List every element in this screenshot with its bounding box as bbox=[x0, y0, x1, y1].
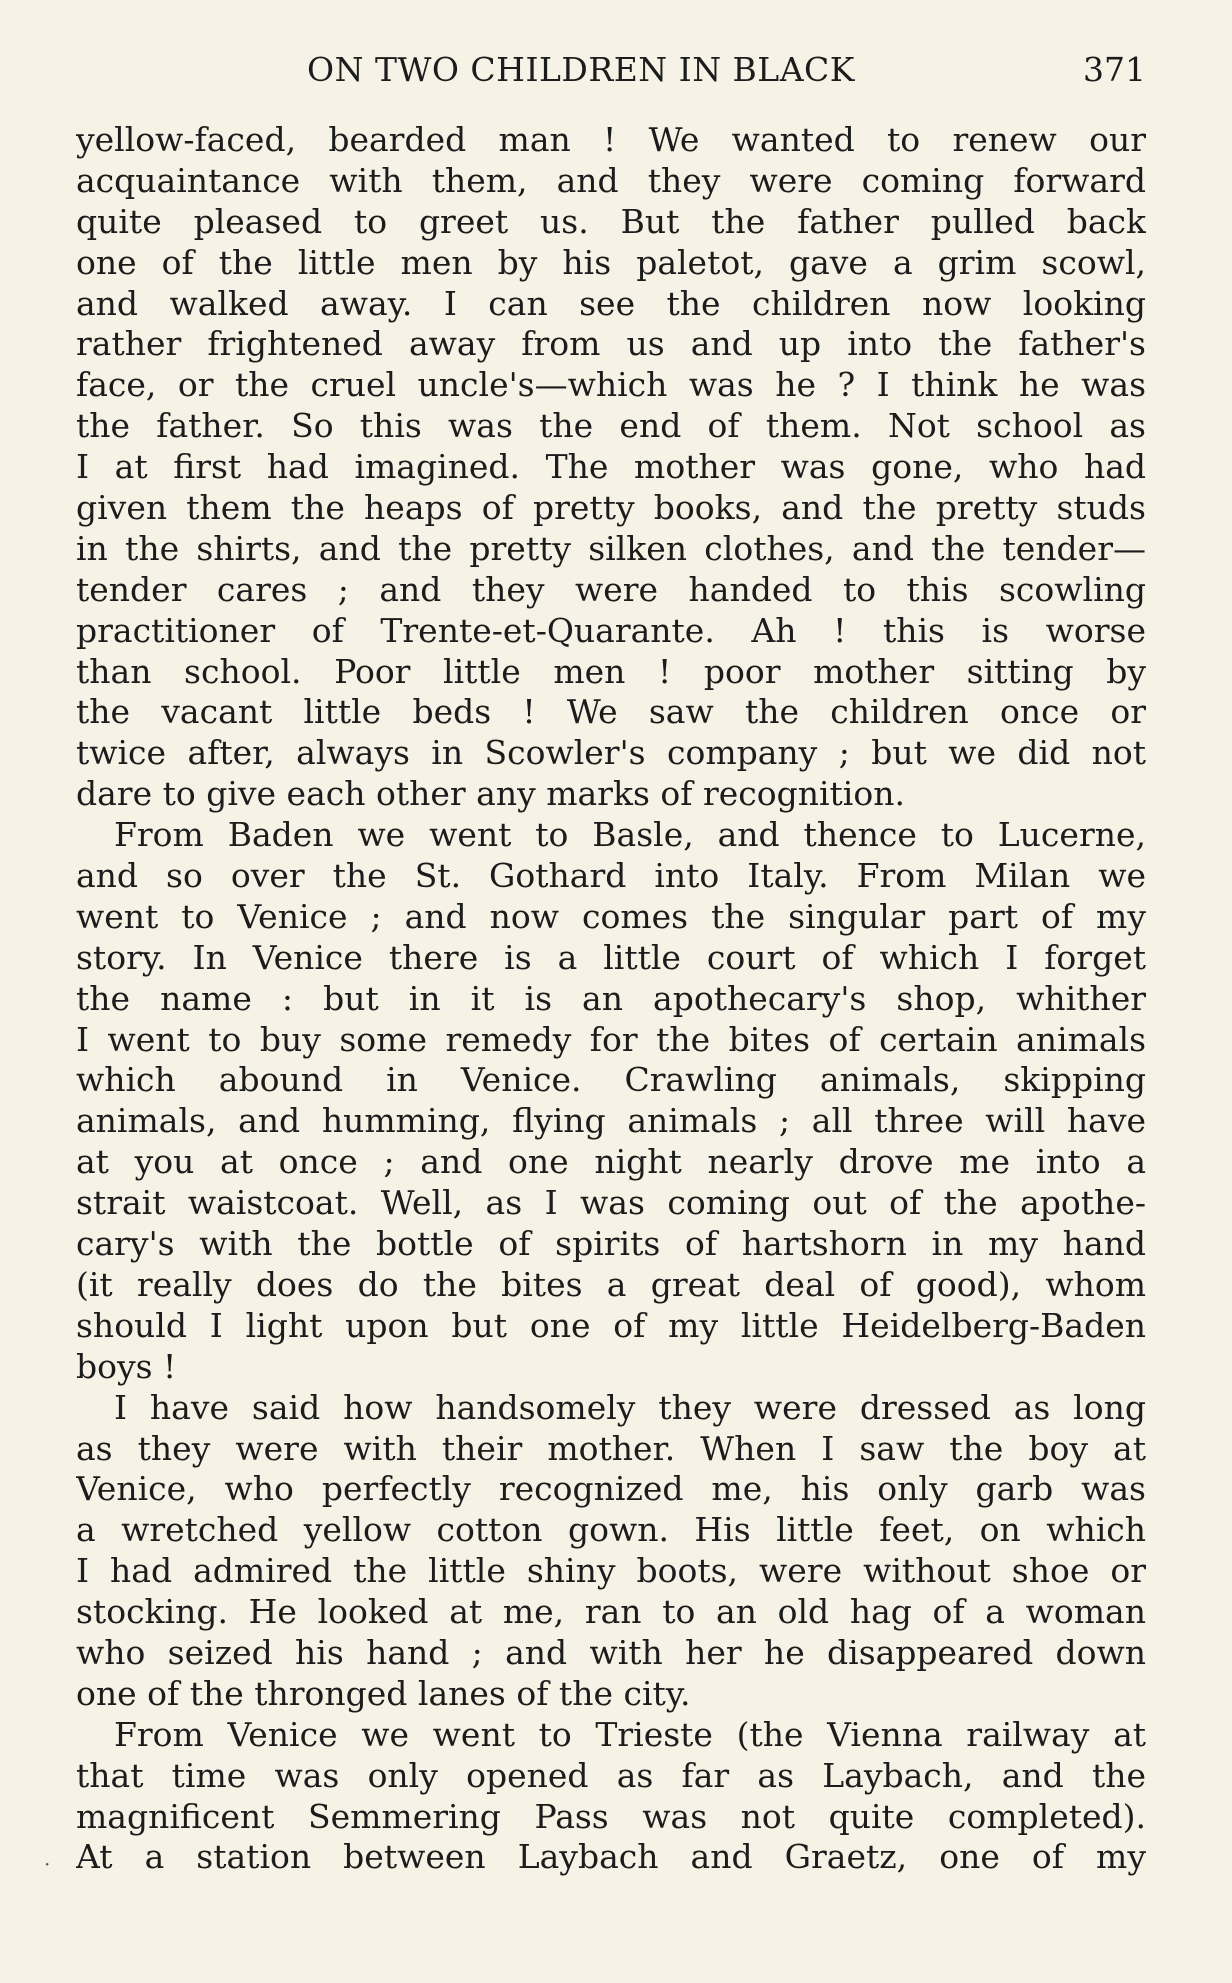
text-line: strait waistcoat. Well, as I was coming out of the apothe- bbox=[76, 1183, 1146, 1223]
text-line: went to Venice ; and now comes the singular part of my bbox=[76, 896, 1146, 936]
text-line: acquaintance with them, and they were coming forward bbox=[76, 160, 1146, 200]
text-line: At a station between Laybach and Graetz, one of my bbox=[76, 1837, 1146, 1877]
text-line: From Venice we went to Trieste (the Vienna railway at bbox=[114, 1714, 1146, 1754]
text-line: the name : but in it is an apothecary's shop, whither bbox=[76, 978, 1146, 1018]
text-line: a wretched yellow cotton gown. His little feet, on which bbox=[76, 1510, 1146, 1550]
text-line: at you at once ; and one night nearly drove me into a bbox=[76, 1142, 1146, 1182]
text-line: I went to buy some remedy for the bites of certain animals bbox=[76, 1019, 1146, 1059]
text-line: one of the thronged lanes of the city. bbox=[76, 1673, 691, 1713]
text-line: From Baden we went to Basle, and thence to Lucerne, bbox=[114, 815, 1146, 855]
text-line: animals, and humming, flying animals ; all three will have bbox=[76, 1101, 1146, 1141]
text-line: Venice, who perfectly recognized me, his only garb was bbox=[76, 1469, 1146, 1509]
text-line: one of the little men by his paletot, gave a grim scowl, bbox=[76, 242, 1146, 282]
text-line: and so over the St. Gothard into Italy. From Milan we bbox=[76, 856, 1146, 896]
text-line: should I light upon but one of my little Heidelberg-Baden bbox=[76, 1305, 1146, 1345]
page-header bbox=[76, 48, 1146, 92]
text-line: than school. Poor little men ! poor mother sitting by bbox=[76, 651, 1146, 691]
text-line: in the shirts, and the pretty silken clothes, and the tender— bbox=[76, 528, 1146, 568]
text-line: who seized his hand ; and with her he disappeared down bbox=[76, 1632, 1146, 1672]
page-number: 371 bbox=[1083, 50, 1146, 89]
text-line: magnificent Semmering Pass was not quite completed). bbox=[76, 1796, 1146, 1836]
body-text bbox=[76, 120, 1146, 1878]
text-line: and walked away. I can see the children now looking bbox=[76, 283, 1146, 323]
text-line: (it really does do the bites a great deal of good), whom bbox=[76, 1264, 1146, 1304]
text-line: the vacant little beds ! We saw the children once or bbox=[76, 692, 1146, 732]
running-title: ON TWO CHILDREN IN BLACK bbox=[307, 50, 855, 89]
text-line: stocking. He looked at me, ran to an old hag of a woman bbox=[76, 1592, 1146, 1632]
text-line: face, or the cruel uncle's—which was he ? I think he was bbox=[76, 365, 1146, 405]
text-line: yellow-faced, bearded man ! We wanted to renew our bbox=[76, 120, 1146, 159]
text-line: rather frightened away from us and up into the father's bbox=[76, 324, 1146, 364]
text-line: tender cares ; and they were handed to this scowling bbox=[76, 569, 1146, 609]
text-line: quite pleased to greet us. But the father pulled back bbox=[76, 201, 1146, 241]
text-line: as they were with their mother. When I saw the boy at bbox=[76, 1428, 1146, 1468]
text-line: I have said how handsomely they were dressed as long bbox=[114, 1387, 1146, 1427]
text-line: the father. So this was the end of them. Not school as bbox=[76, 406, 1146, 446]
text-line: cary's with the bottle of spirits of hartshorn in my hand bbox=[76, 1224, 1146, 1264]
text-line: dare to give each other any marks of recognition. bbox=[76, 774, 905, 814]
text-line: practitioner of Trente-et-Quarante. Ah ! this is worse bbox=[76, 610, 1146, 650]
text-line: given them the heaps of pretty books, and the pretty studs bbox=[76, 488, 1146, 528]
text-line: boys ! bbox=[76, 1346, 177, 1386]
text-line: which abound in Venice. Crawling animals, skipping bbox=[76, 1060, 1146, 1100]
margin-mark: · bbox=[44, 1852, 51, 1876]
text-line: that time was only opened as far as Laybach, and the bbox=[76, 1755, 1146, 1795]
text-line: twice after, always in Scowler's company ; but we did not bbox=[76, 733, 1146, 773]
text-line: I had admired the little shiny boots, were without shoe or bbox=[76, 1551, 1146, 1591]
text-line: I at first had imagined. The mother was gone, who had bbox=[76, 447, 1146, 487]
text-line: story. In Venice there is a little court of which I forget bbox=[76, 937, 1146, 977]
